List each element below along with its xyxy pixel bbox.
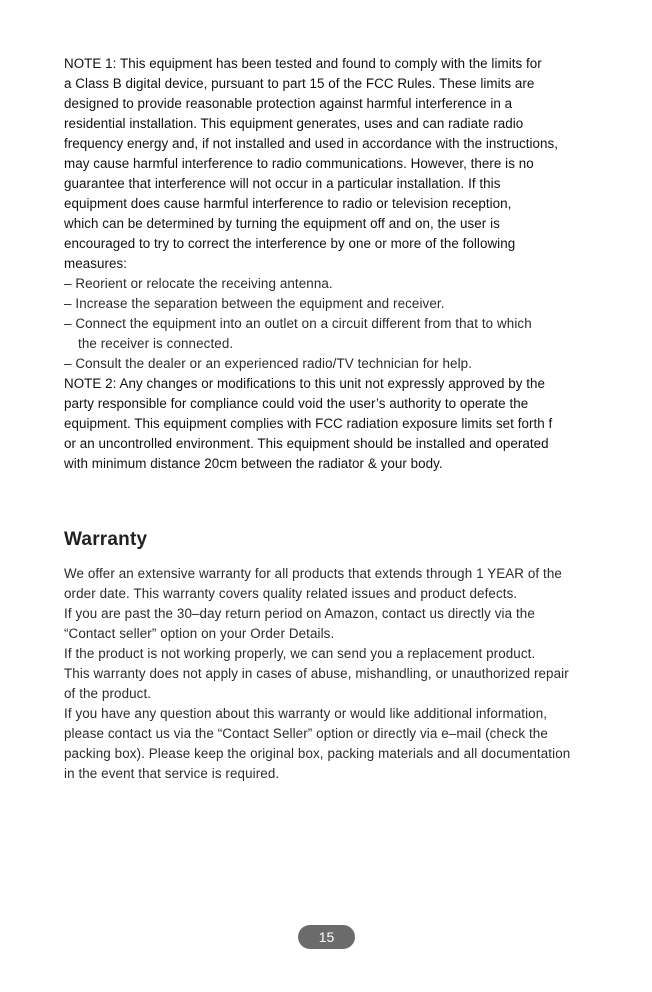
warranty-line: in the event that service is required. [64,766,280,781]
note-2-line: party responsible for compliance could void the user’s authority to operate the [64,396,529,411]
note-1-line: NOTE 1: This equipment has been tested and found to comply with the limits for [64,56,542,71]
warranty-line: This warranty does not apply in cases of abuse, mishandling, or unauthorized repair [64,666,569,681]
fcc-notice [64,54,612,474]
note-1-line: residential installation. This equipment generates, uses and can radiate radio [64,116,524,131]
note-1-line: frequency energy and, if not installed and used in accordance with the instructions, [64,136,558,151]
note-1-line: equipment does cause harmful interference to radio or television reception, [64,196,512,211]
warranty-line: If the product is not working properly, we can send you a replacement product. [64,646,536,661]
measure-item: – Reorient or relocate the receiving antenna. [64,276,333,291]
warranty-line: packing box). Please keep the original box, packing materials and all documentation [64,746,571,761]
warranty-line: order date. This warranty covers quality related issues and product defects. [64,586,518,601]
note-2-line: or an uncontrolled environment. This equipment should be installed and operated [64,436,549,451]
warranty-line: If you are past the 30–day return period on Amazon, contact us directly via the [64,606,535,621]
note-1-line: encouraged to try to correct the interference by one or more of the following [64,236,516,251]
note-1-line: a Class B digital device, pursuant to part 15 of the FCC Rules. These limits are [64,76,535,91]
warranty-heading: Warranty [64,529,148,550]
measure-item: – Increase the separation between the equipment and receiver. [64,296,445,311]
warranty-line: If you have any question about this warranty or would like additional information, [64,706,548,721]
warranty-line: “Contact seller” option on your Order Details. [64,626,335,641]
warranty-line: of the product. [64,686,152,701]
note-2 [64,374,612,474]
measure-item: – Consult the dealer or an experienced radio/TV technician for help. [64,356,473,371]
note-1 [64,54,612,274]
measure-item: – Connect the equipment into an outlet on a circuit different from that to which [64,316,532,331]
page-number: 15 [298,925,355,949]
warranty-line: please contact us via the “Contact Seller” option or directly via e–mail (check the [64,726,548,741]
note-1-line: which can be determined by turning the equipment off and on, the user is [64,216,500,231]
note-2-line: NOTE 2: Any changes or modifications to this unit not expressly approved by the [64,376,546,391]
measure-item-continuation: the receiver is connected. [78,336,234,351]
note-1-line: guarantee that interference will not occur in a particular installation. If this [64,176,501,191]
note-1-line: measures: [64,256,127,271]
warranty-line: We offer an extensive warranty for all products that extends through 1 YEAR of the [64,566,562,581]
note-2-line: equipment. This equipment complies with FCC radiation exposure limits set forth f [64,416,553,431]
note-2-line: with minimum distance 20cm between the radiator & your body. [64,456,443,471]
note-1-line: designed to provide reasonable protection against harmful interference in a [64,96,513,111]
warranty-body [64,564,612,784]
measures-list [64,274,612,374]
note-1-line: may cause harmful interference to radio communications. However, there is no [64,156,534,171]
